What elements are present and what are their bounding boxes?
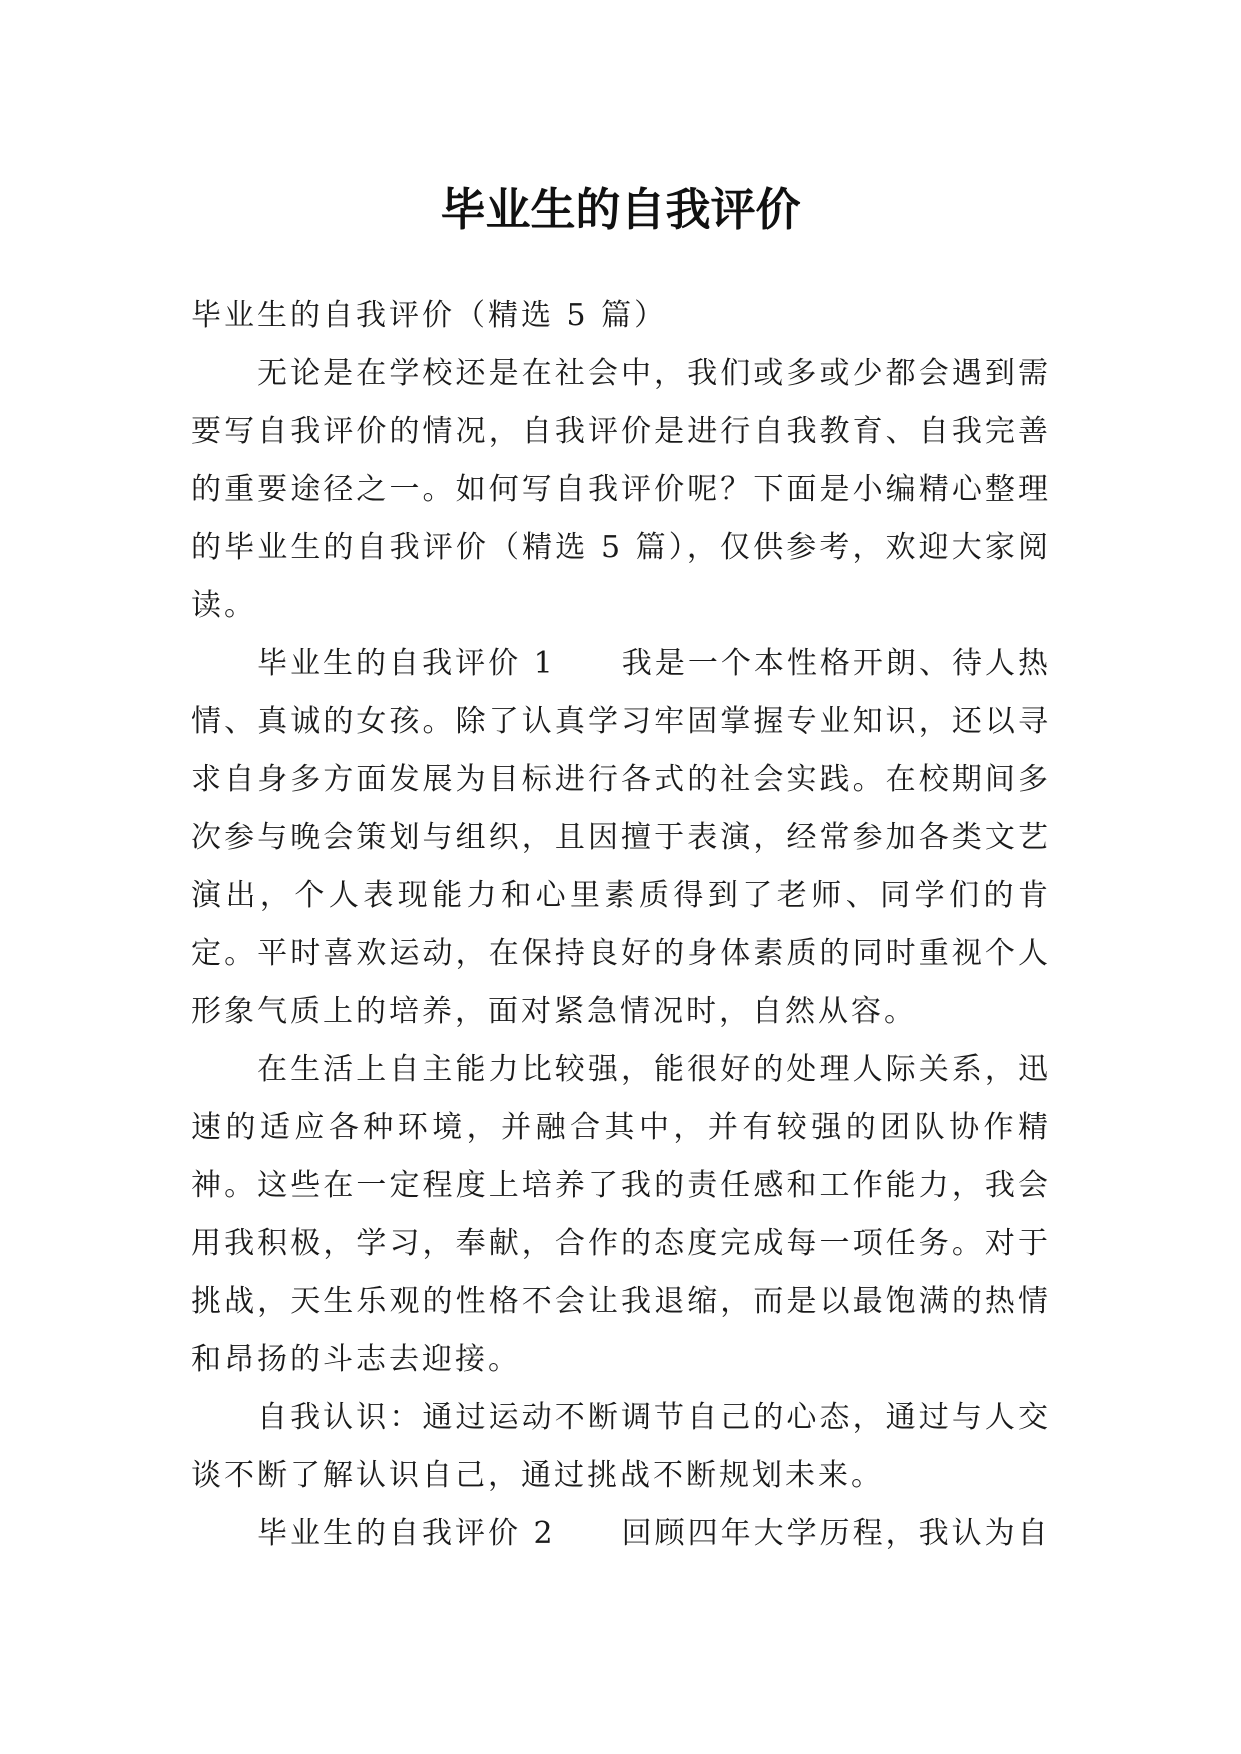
document-title: 毕业生的自我评价 <box>440 183 801 237</box>
subtitle-paragraph: 毕业生的自我评价（精选 5 篇） <box>191 298 668 333</box>
evaluation-1-paragraph: 毕业生的自我评价 1 我是一个本性格开朗、待人热情、真诚的女孩。除了认真学习牢固掌握专业知识，还以寻求自身多方面发展为目标进行各式的社会实践。在校期间多次参与晚会策划与组织，且因擅于表演，经常参加各类文艺演出，个人表现能力和心里素质得到了老师、同学们的肯定。平时喜欢运动，在保持良好的身体素质的同时重视个人形象气质上的培养，面对紧急情况时，自然从容。 <box>191 646 1051 1029</box>
intro-paragraph: 无论是在学校还是在社会中，我们或多或少都会遇到需要写自我评价的情况，自我评价是进行自我教育、自我完善的重要途径之一。如何写自我评价呢？下面是小编精心整理的毕业生的自我评价（精选 5 篇），仅供参考，欢迎大家阅读。 <box>191 356 1051 623</box>
document-body <box>191 287 1051 1563</box>
self-awareness-paragraph: 自我认识：通过运动不断调节自己的心态，通过与人交谈不断了解认识自己，通过挑战不断规划未来。 <box>191 1400 1051 1493</box>
evaluation-2-paragraph: 毕业生的自我评价 2 回顾四年大学历程，我认为自 <box>257 1516 1051 1551</box>
life-ability-paragraph: 在生活上自主能力比较强，能很好的处理人际关系，迅速的适应各种环境，并融合其中，并有较强的团队协作精神。这些在一定程度上培养了我的责任感和工作能力，我会用我积极，学习，奉献，合作的态度完成每一项任务。对于挑战，天生乐观的性格不会让我退缩，而是以最饱满的热情和昂扬的斗志去迎接。 <box>191 1052 1051 1377</box>
